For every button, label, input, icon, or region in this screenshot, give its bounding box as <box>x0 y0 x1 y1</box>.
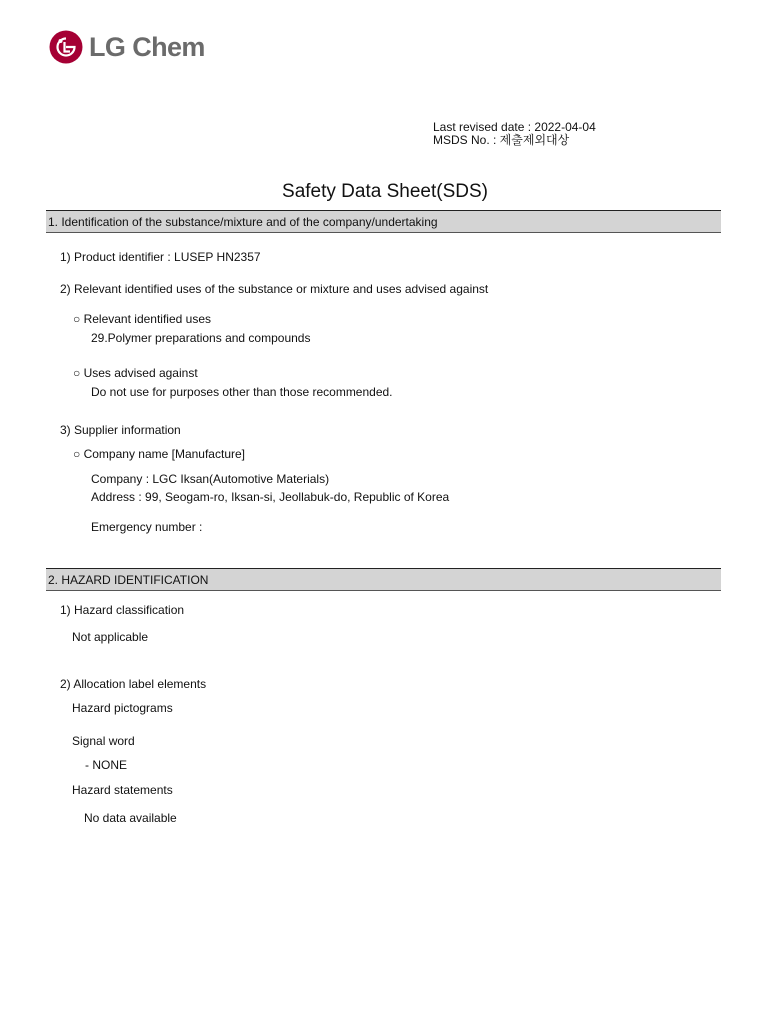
lg-chem-logo <box>49 29 205 65</box>
product-identifier: 1) Product identifier : LUSEP HN2357 <box>60 250 261 264</box>
identified-uses-value: 29.Polymer preparations and compounds <box>91 331 311 345</box>
uses-heading: 2) Relevant identified uses of the substance or mixture and uses advised against <box>60 282 489 296</box>
address: Address : 99, Seogam-ro, Iksan-si, Jeollabuk-do, Republic of Korea <box>91 490 450 504</box>
section-1-header <box>46 210 721 233</box>
advised-against-value: Do not use for purposes other than those recommended. <box>91 385 393 399</box>
signal-word-label: Signal word <box>72 734 135 748</box>
logo-text: LG Chem <box>89 32 205 62</box>
label-elements-heading: 2) Allocation label elements <box>60 677 207 691</box>
hazard-statements-label: Hazard statements <box>72 783 173 797</box>
hazard-classification-value: Not applicable <box>72 630 149 644</box>
msds-number: MSDS No. : 제출제외대상 <box>433 133 570 147</box>
advised-against-label: ○ Uses advised against <box>73 366 198 380</box>
company-name-label: ○ Company name [Manufacture] <box>73 447 245 461</box>
last-revised-date: Last revised date : 2022-04-04 <box>433 120 596 134</box>
hazard-classification-heading: 1) Hazard classification <box>60 603 185 617</box>
section-2-header <box>46 568 721 591</box>
section-1-heading: 1. Identification of the substance/mixture and of the company/undertaking <box>48 215 438 229</box>
supplier-heading: 3) Supplier information <box>60 423 181 437</box>
signal-word-value: - NONE <box>85 758 127 772</box>
identified-uses-label: ○ Relevant identified uses <box>73 312 211 326</box>
lg-circle-logo-icon <box>49 30 83 64</box>
section-2-heading: 2. HAZARD IDENTIFICATION <box>48 573 209 587</box>
emergency-number: Emergency number : <box>91 520 203 534</box>
hazard-statements-value: No data available <box>84 811 177 825</box>
hazard-pictograms-label: Hazard pictograms <box>72 701 173 715</box>
document-title: Safety Data Sheet(SDS) <box>282 181 488 202</box>
company: Company : LGC Iksan(Automotive Materials) <box>91 472 330 486</box>
